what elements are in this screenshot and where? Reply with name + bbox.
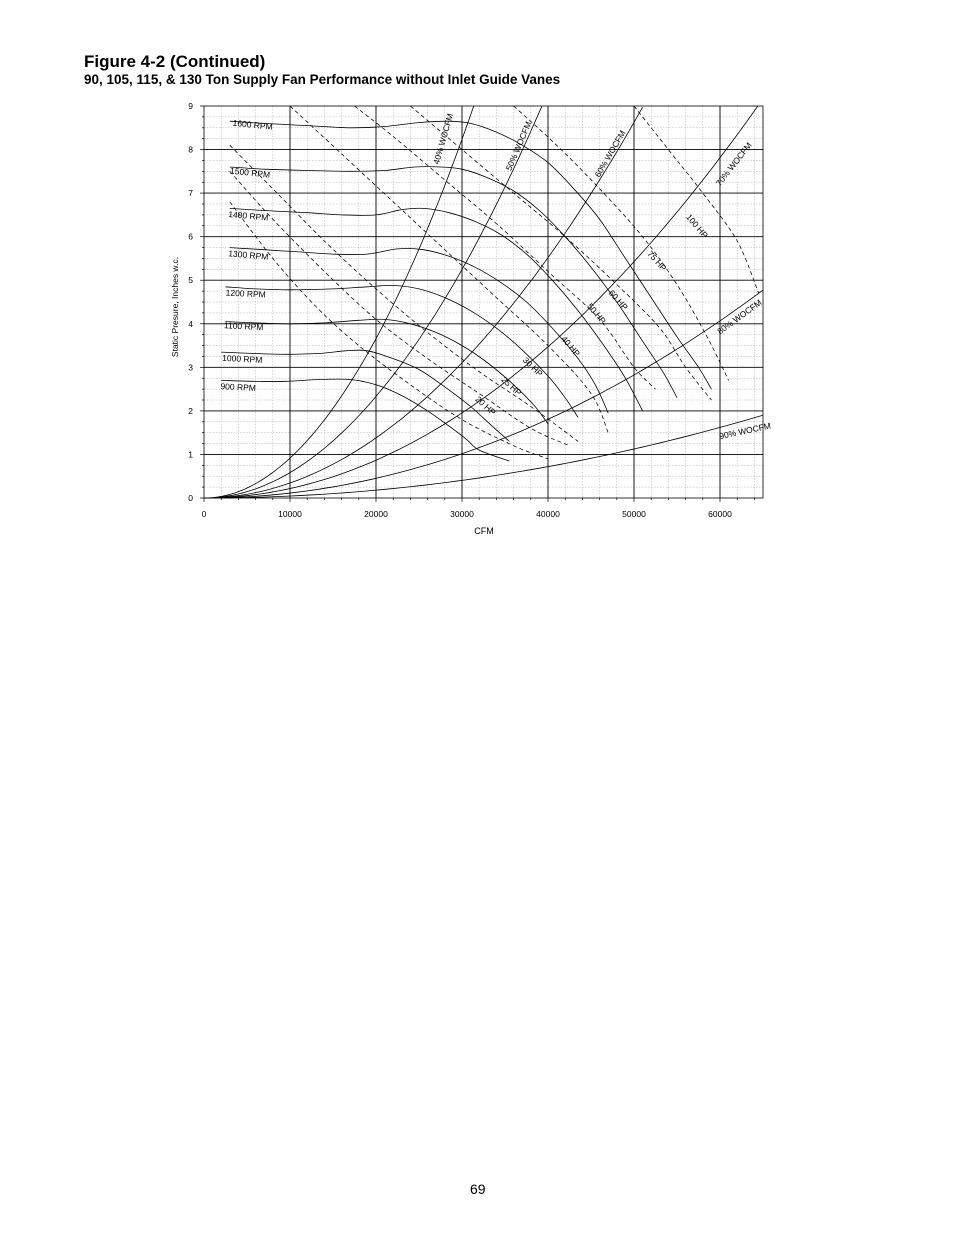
rpm-curve-1100-rpm <box>223 319 549 424</box>
y-tick-label: 9 <box>188 101 193 111</box>
label-80pct-wocfm: 80% WOCFM <box>715 297 764 337</box>
hp-curve-75-hp <box>514 106 729 380</box>
y-tick-label: 2 <box>188 405 193 416</box>
x-tick-label: 20000 <box>364 509 388 519</box>
y-tick-label: 7 <box>188 188 193 199</box>
label-60pct-wocfm: 60% WOCFM <box>592 128 628 179</box>
y-tick-label: 8 <box>188 144 193 155</box>
x-tick-label: 50000 <box>622 509 646 519</box>
rpm-curve-1200-rpm <box>223 285 579 417</box>
x-tick-label: 40000 <box>536 509 560 519</box>
label-1200-rpm: 1200 RPM <box>225 287 267 300</box>
y-tick-label: 4 <box>188 318 193 329</box>
minor-grid <box>204 106 763 498</box>
hp-curve-40-hp <box>290 106 608 433</box>
x-tick-label: 30000 <box>450 509 474 519</box>
y-axis-label: Static Presure, Inches w.c. <box>170 256 180 358</box>
label-30-hp: 30 HP <box>520 355 545 379</box>
label-900-rpm: 900 RPM <box>220 381 257 393</box>
y-tick-label: 3 <box>188 362 193 373</box>
label-1000-rpm: 1000 RPM <box>221 352 263 365</box>
system-curve-60pct-wocfm <box>204 107 643 498</box>
x-tick-label: 0 <box>201 509 207 519</box>
hp-curve-100-hp <box>634 106 759 293</box>
label-70pct-wocfm: 70% WOCFM <box>713 140 754 188</box>
rpm-curve-900-rpm <box>221 379 509 461</box>
label-50-hp: 50 HP <box>585 301 609 326</box>
label-50pct-wocfm: 50% WOCFM <box>503 119 534 173</box>
rpm-curve-1000-rpm <box>221 350 509 441</box>
label-90pct-wocfm: 90% WOCFM <box>718 420 772 442</box>
rpm-curve-1500-rpm <box>227 167 677 398</box>
label-75-hp: 75 HP <box>645 248 669 273</box>
label-25-hp: 25 HP <box>499 374 524 398</box>
label-40-hp: 40 HP <box>559 333 583 359</box>
y-tick-label: 6 <box>188 231 193 242</box>
label-1600-rpm: 1600 RPM <box>232 117 274 132</box>
y-tick-label: 0 <box>188 493 193 503</box>
page-number: 69 <box>470 1181 486 1197</box>
annotation-group <box>220 112 771 441</box>
label-1100-rpm: 1100 RPM <box>223 320 264 333</box>
rpm-curve-1300-rpm <box>227 248 608 414</box>
x-axis-label: CFM <box>474 526 494 536</box>
label-1300-rpm: 1300 RPM <box>227 248 269 262</box>
label-100-hp: 100 HP <box>684 211 710 241</box>
figure-subtitle: 90, 105, 115, & 130 Ton Supply Fan Performance without Inlet Guide Vanes <box>84 72 561 87</box>
hp-curve-25-hp <box>227 171 570 445</box>
label-60-hp: 60 HP <box>606 287 630 313</box>
x-tick-label: 10000 <box>278 509 302 519</box>
label-20-hp: 20 HP <box>473 394 498 418</box>
system-curve-90pct-wocfm <box>204 415 763 498</box>
label-1500-rpm: 1500 RPM <box>229 165 271 180</box>
label-1400-rpm: 1400 RPM <box>227 209 269 223</box>
label-40pct-wocfm: 40% WOCFM <box>431 112 456 166</box>
system-curve-80pct-wocfm <box>204 287 763 498</box>
y-tick-label: 1 <box>188 449 193 460</box>
y-tick-label: 5 <box>188 275 193 286</box>
figure-title: Figure 4-2 (Continued) <box>84 52 266 71</box>
x-tick-label: 60000 <box>708 509 732 519</box>
axes-group <box>188 101 763 519</box>
